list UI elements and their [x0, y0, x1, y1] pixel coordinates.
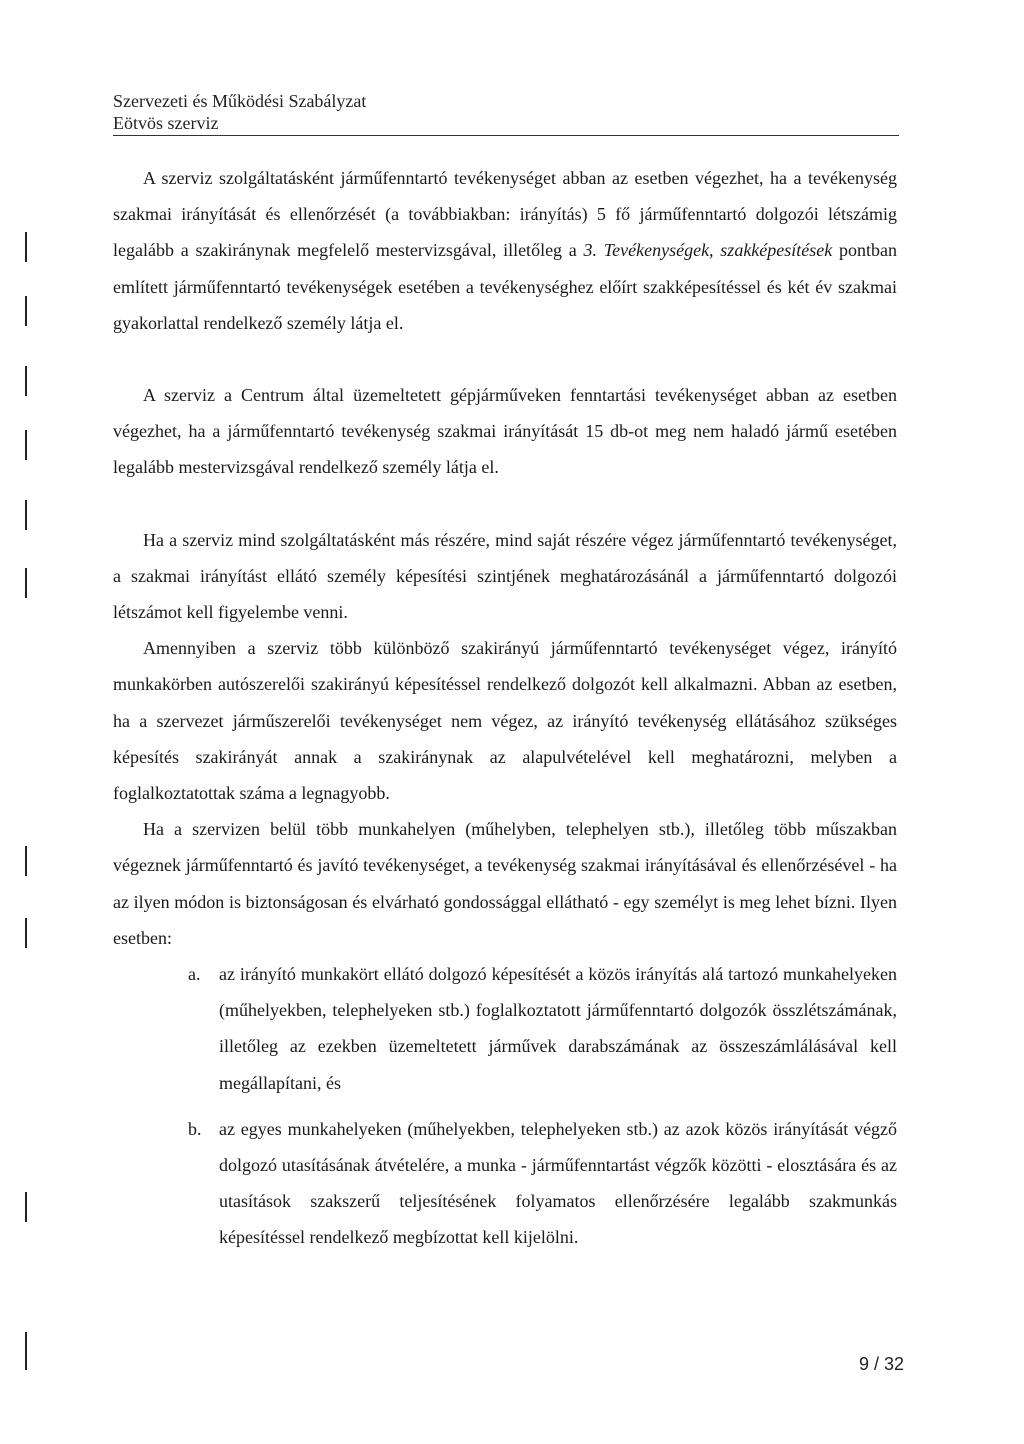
document-title: Szervezeti és Működési Szabályzat	[113, 91, 367, 111]
list-marker: b.	[188, 1118, 202, 1139]
margin-mark	[25, 232, 27, 262]
document-subtitle: Eötvös szerviz	[113, 113, 219, 133]
page-header	[113, 90, 899, 134]
paragraph-1-tail: pontban említett járműfenntartó tevékenységek esetében a tevékenységhez előírt szakképesítéssel és két év szakmai gyakorlattal rendelkező személy látja el.	[113, 240, 898, 333]
list-item	[188, 956, 897, 1101]
margin-mark	[25, 500, 27, 530]
list-item-text: az egyes munkahelyeken (műhelyekben, telephelyeken stb.) az azok közös irányítását végző dolgozó utasításának átvételére, a munka - járműfenntartást végzők közötti - elosztására és az utasítások szakszerű teljesítésének folyamatos ellenőrzésére legalább szakmunkás képesítéssel rendelkező megbízottat kell kijelölni.	[219, 1118, 897, 1248]
margin-mark	[25, 568, 27, 598]
header-divider	[113, 135, 899, 136]
paragraph-1-lead: A szerviz szolgáltatásként járműfenntartó tevékenységet abban az esetben végezhet, ha a tevékenység szakmai irányítását és ellenőrzését (a továbbiakban: irányítás) 5 fő járműfenntartó dolgozói létszámig legalább a szakiránynak megfelelő mestervizsgával, illetőleg a	[113, 168, 897, 261]
margin-mark	[25, 918, 27, 948]
paragraph-4: Amennyiben a szerviz több különböző szakirányú járműfenntartó tevékenységet végez, irányító munkakörben autószerelői szakirányú képesítéssel rendelkező dolgozót kell alkalmazni. Abban az esetben, ha a szervezet járműszerelői tevékenységet nem végez, az irányító tevékenység ellátásához szükséges képesítés szakirányát annak a szakiránynak az alapulvételével kell meghatározni, melyben a foglalkoztatottak száma a legnagyobb.	[113, 638, 897, 804]
ordered-list	[188, 956, 897, 1256]
paragraph-5: Ha a szervizen belül több munkahelyen (műhelyben, telephelyen stb.), illetőleg több műszakban végeznek járműfenntartó és javító tevékenységet, a tevékenység szakmai irányításával és ellenőrzésével - ha az ilyen módon is biztonságosan és elvárható gondossággal ellátható - egy személyt is meg lehet bízni. Ilyen esetben:	[113, 819, 897, 948]
margin-mark	[25, 1192, 27, 1222]
margin-mark	[25, 296, 27, 326]
margin-mark	[25, 366, 27, 396]
paragraph-1	[113, 160, 897, 341]
paragraph-2: A szerviz a Centrum által üzemeltetett gépjárműveken fenntartási tevékenységet abban az esetben végezhet, ha a járműfenntartó tevékenység szakmai irányítását 15 db-ot meg nem haladó jármű esetében legalább mestervizsgával rendelkező személy látja el.	[113, 385, 897, 478]
section-reference: 3. Tevékenységek, szakképesítések	[583, 240, 833, 261]
paragraph-3: Ha a szerviz mind szolgáltatásként más részére, mind saját részére végez járműfenntartó tevékenységet, a szakmai irányítást ellátó személy képesítési szintjének meghatározásánál a járműfenntartó dolgozói létszámot kell figyelembe venni.	[113, 529, 897, 623]
document-body	[113, 160, 897, 1256]
margin-mark	[25, 846, 27, 876]
margin-mark	[25, 1332, 27, 1370]
page-number: 9 / 32	[858, 1354, 904, 1374]
list-marker: a.	[188, 964, 201, 985]
margin-mark	[25, 430, 27, 460]
list-item-text: az irányító munkakört ellátó dolgozó képesítését a közös irányítás alá tartozó munkahelyeken (műhelyekben, telephelyeken stb.) foglalkoztatott járműfenntartó dolgozók összlétszámának, illetőleg az ezekben üzemeltetett járművek darabszámának az összeszámlálásával kell megállapítani, és	[219, 964, 897, 1093]
list-item	[188, 1111, 897, 1256]
